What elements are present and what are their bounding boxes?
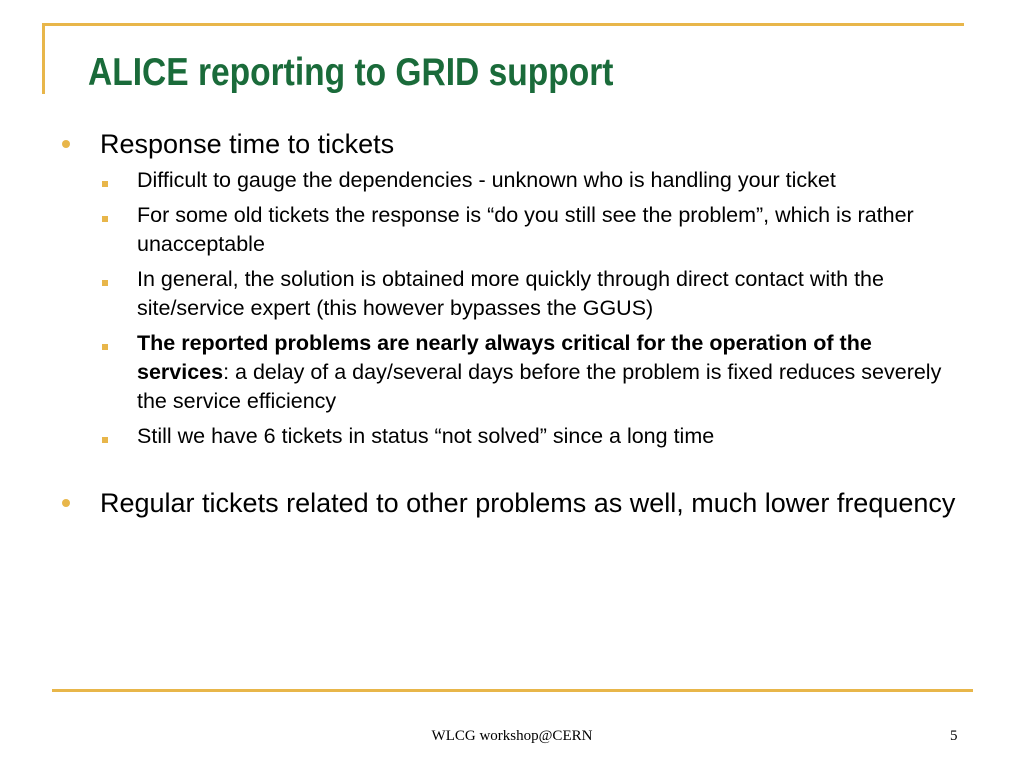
frame-top-rule [42,23,964,26]
sub-bullet-text: Difficult to gauge the dependencies - unknown who is handling your ticket [137,168,836,192]
frame-left-rule [42,23,45,94]
sub-bullet-item [100,201,957,259]
bullet-text: Regular tickets related to other problems as well, much lower frequency [100,488,956,518]
sub-bullet-item [100,329,957,416]
sub-bullet-text: : a delay of a day/several days before the problem is fixed reduces severely the service efficiency [137,360,942,413]
sub-bullet-item [100,265,957,323]
sub-bullet-item [100,422,957,451]
slide-title: ALICE reporting to GRID support [88,51,614,94]
sub-bullet-bold-text: The reported problems are nearly always critical for the operation of the services [137,331,872,384]
square-bullet-icon [102,344,108,350]
bullet-regular-tickets [60,487,970,519]
sub-bullet-text: Still we have 6 tickets in status “not solved” since a long time [137,424,715,448]
bullet-list [60,128,970,519]
bullet-response-time [60,128,970,451]
footer-text: WLCG workshop@CERN [431,728,593,744]
round-bullet-icon [62,499,70,507]
sub-bullet-text: For some old tickets the response is “do you still see the problem”, which is rather unacceptable [137,203,914,256]
page-number: 5 [950,728,958,744]
square-bullet-icon [102,437,108,443]
sub-bullet-list [100,166,970,451]
bullet-text: Response time to tickets [100,129,395,159]
sub-bullet-text: In general, the solution is obtained more quickly through direct contact with the site/service expert (this however bypasses the GGUS) [137,267,884,320]
square-bullet-icon [102,216,108,222]
square-bullet-icon [102,280,108,286]
footer-rule [52,689,973,692]
round-bullet-icon [62,140,70,148]
square-bullet-icon [102,181,108,187]
sub-bullet-item [100,166,957,195]
